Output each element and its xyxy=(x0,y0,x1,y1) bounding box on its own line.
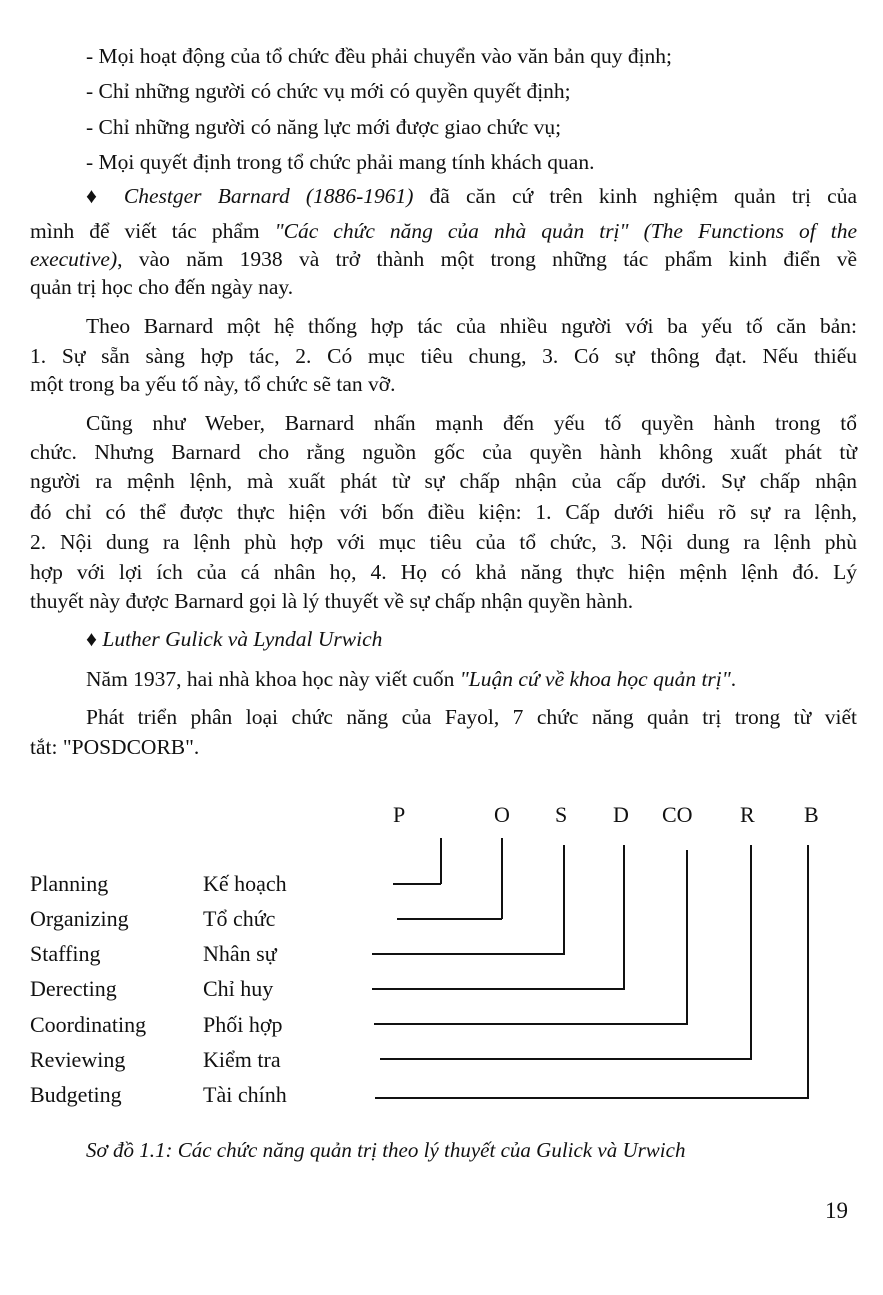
connector-line xyxy=(807,845,809,1098)
diamond-bullet-icon: ♦ xyxy=(86,627,97,651)
paragraph-line: chức. Nhưng Barnard cho rằng nguồn gốc của quyền hành không xuất phát từ xyxy=(30,440,857,464)
function-en: Organizing xyxy=(30,906,129,931)
function-en: Planning xyxy=(30,871,109,896)
connector-line xyxy=(380,1058,752,1060)
function-vi: Phối hợp xyxy=(203,1012,283,1037)
function-vi: Nhân sự xyxy=(203,941,277,966)
letter-p: P xyxy=(393,802,406,827)
section-heading: ♦ Luther Gulick và Lyndal Urwich xyxy=(86,627,383,651)
page-number: 19 xyxy=(825,1198,848,1223)
paragraph-line: tắt: "POSDCORB". xyxy=(30,735,200,759)
letter-o: O xyxy=(494,802,510,827)
paragraph-line: thuyết này được Barnard gọi là lý thuyết về sự chấp nhận quyền hành. xyxy=(30,589,634,613)
paragraph-line: 2. Nội dung ra lệnh phù hợp với mục tiêu của tổ chức, 3. Nội dung ra lệnh phù xyxy=(30,530,857,554)
function-vi: Tổ chức xyxy=(203,906,276,931)
barnard-line-2: mình để viết tác phẩm "Các chức năng của nhà quản trị" (The Functions of the xyxy=(30,219,857,243)
function-vi: Chỉ huy xyxy=(203,976,274,1001)
connector-line xyxy=(623,845,625,989)
paragraph-line: Cũng như Weber, Barnard nhấn mạnh đến yếu tố quyền hành trong tổ xyxy=(86,411,857,435)
paragraph-line: người ra mệnh lệnh, mà xuất phát từ sự chấp nhận của cấp dưới. Sự chấp nhận xyxy=(30,469,857,493)
connector-line xyxy=(440,838,442,884)
connector-line xyxy=(393,883,441,885)
bullet-line: - Mọi quyết định trong tổ chức phải mang tính khách quan. xyxy=(86,150,595,174)
letter-s: S xyxy=(555,802,568,827)
barnard-line-4: quản trị học cho đến ngày nay. xyxy=(30,275,294,299)
paragraph-line: 1. Sự sẵn sàng hợp tác, 2. Có mục tiêu chung, 3. Có sự thông đạt. Nếu thiếu xyxy=(30,344,857,368)
letter-b: B xyxy=(804,802,819,827)
letter-r: R xyxy=(740,802,755,827)
function-en: Staffing xyxy=(30,941,101,966)
function-en: Derecting xyxy=(30,976,117,1001)
paragraph-line: Phát triển phân loại chức năng của Fayol, 7 chức năng quản trị trong từ viết xyxy=(86,705,857,729)
diamond-bullet-icon: ♦ xyxy=(86,184,108,208)
author-name: Chestger Barnard (1886-1961) xyxy=(123,184,414,208)
figure-caption: Sơ đồ 1.1: Các chức năng quản trị theo lý thuyết của Gulick và Urwich xyxy=(86,1138,686,1162)
barnard-line-3: executive), vào năm 1938 và trở thành một trong những tác phẩm kinh điển về xyxy=(30,247,857,271)
book-title: "Các chức năng của nhà quản trị" (The Functions of the xyxy=(274,219,857,243)
book-title: "Luận cứ về khoa học quản trị" xyxy=(459,667,731,691)
bullet-line: - Chỉ những người có năng lực mới được giao chức vụ; xyxy=(86,115,562,139)
connector-line xyxy=(372,953,565,955)
connector-line xyxy=(750,845,752,1059)
connector-line xyxy=(686,850,688,1024)
paragraph-line: đó chỉ có thể được thực hiện với bốn điều kiện: 1. Cấp dưới hiểu rõ sự ra lệnh, xyxy=(30,500,857,524)
paragraph-line: Theo Barnard một hệ thống hợp tác của nhiều người với ba yếu tố căn bản: xyxy=(86,314,857,338)
bullet-line: - Mọi hoạt động của tổ chức đều phải chuyển vào văn bản quy định; xyxy=(86,44,673,68)
paragraph-line: Năm 1937, hai nhà khoa học này viết cuốn "Luận cứ về khoa học quản trị". xyxy=(86,667,737,691)
connector-line xyxy=(374,1023,688,1025)
paragraph-line: hợp với lợi ích của cá nhân họ, 4. Họ có khả năng thực hiện mệnh lệnh đó. Lý xyxy=(30,560,857,584)
function-vi: Tài chính xyxy=(203,1082,287,1107)
paragraph-line: một trong ba yếu tố này, tổ chức sẽ tan vỡ. xyxy=(30,372,396,396)
function-vi: Kế hoạch xyxy=(203,871,287,896)
connector-line xyxy=(397,918,502,920)
barnard-line-1: ♦ Chestger Barnard (1886-1961) đã căn cứ trên kinh nghiệm quản trị của xyxy=(86,184,857,208)
connector-line xyxy=(375,1097,809,1099)
connector-line xyxy=(372,988,625,990)
letter-d: D xyxy=(613,802,629,827)
function-en: Reviewing xyxy=(30,1047,126,1072)
connector-line xyxy=(563,845,565,954)
letter-co: CO xyxy=(662,802,693,827)
bullet-line: - Chỉ những người có chức vụ mới có quyền quyết định; xyxy=(86,79,571,103)
connector-line xyxy=(501,838,503,919)
function-en: Coordinating xyxy=(30,1012,147,1037)
function-en: Budgeting xyxy=(30,1082,122,1107)
function-vi: Kiểm tra xyxy=(203,1047,281,1072)
